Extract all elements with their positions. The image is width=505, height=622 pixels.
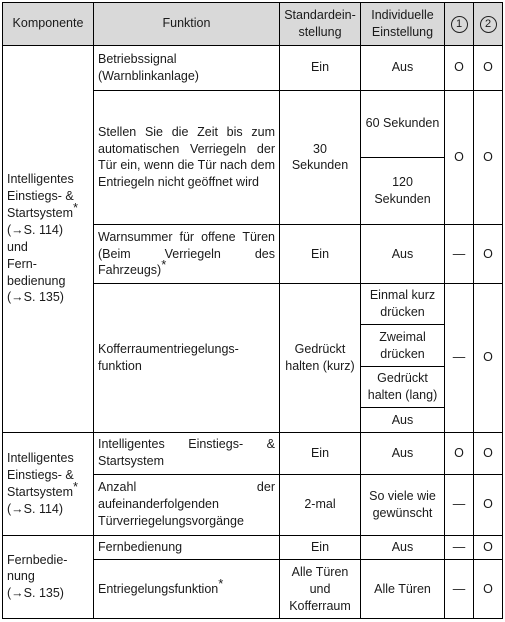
component-name: Fernbedie-nung bbox=[7, 552, 68, 584]
column-1-mark: — bbox=[445, 474, 474, 535]
circled-two-icon: 2 bbox=[480, 16, 497, 33]
component-reference: (→S. 114) bbox=[7, 501, 64, 516]
component-connector: und bbox=[7, 239, 28, 254]
component-reference: (→S. 114) bbox=[7, 222, 64, 237]
default-cell: 2-mal bbox=[280, 474, 361, 535]
option-cell: Alle Türen bbox=[361, 560, 445, 619]
function-cell bbox=[94, 225, 280, 284]
component-group-1 bbox=[3, 45, 94, 432]
table-row bbox=[3, 432, 503, 474]
column-2-mark: O bbox=[474, 225, 503, 284]
column-1-mark: — bbox=[445, 225, 474, 284]
function-cell bbox=[94, 560, 280, 619]
function-cell: Kofferraumentriegelungs-funktion bbox=[94, 283, 280, 432]
table-row bbox=[3, 45, 503, 90]
column-2-mark: O bbox=[474, 474, 503, 535]
footnote-star: * bbox=[218, 575, 224, 591]
function-text: Warnsummer für offene Türen (Beim Verriegeln des Fahrzeugs) bbox=[98, 229, 275, 278]
default-cell: Ein bbox=[280, 432, 361, 474]
footnote-star: * bbox=[73, 478, 79, 494]
settings-table bbox=[2, 2, 503, 619]
component-reference: (→S. 135) bbox=[7, 586, 64, 601]
column-1-mark: — bbox=[445, 560, 474, 619]
component-reference-2: (→S. 135) bbox=[7, 290, 64, 305]
default-cell: Ein bbox=[280, 225, 361, 284]
column-2-mark: O bbox=[474, 432, 503, 474]
option-cell: Aus bbox=[361, 535, 445, 559]
table-row bbox=[3, 535, 503, 559]
column-1-mark: O bbox=[445, 90, 474, 225]
column-1-mark: O bbox=[445, 45, 474, 90]
function-cell: Anzahl der aufeinanderfolgenden Türverriegelungsvorgänge bbox=[94, 474, 280, 535]
footnote-star: * bbox=[73, 199, 79, 215]
header-funktion: Funktion bbox=[94, 3, 280, 46]
header-col1 bbox=[445, 3, 474, 46]
function-cell: Fernbedienung bbox=[94, 535, 280, 559]
default-cell: Gedrückt halten (kurz) bbox=[280, 283, 361, 432]
component-group-3 bbox=[3, 535, 94, 618]
option-cell: Aus bbox=[361, 45, 445, 90]
header-standard: Standardein-stellung bbox=[280, 3, 361, 46]
column-2-mark: O bbox=[474, 90, 503, 225]
option-cell: Gedrückt halten (lang) bbox=[361, 366, 445, 408]
default-cell: Ein bbox=[280, 535, 361, 559]
option-cell: Aus bbox=[361, 408, 445, 432]
function-text: Entriegelungsfunktion bbox=[98, 581, 219, 596]
option-cell: 120 Sekunden bbox=[361, 157, 445, 224]
header-individuell: Individuelle Einstellung bbox=[361, 3, 445, 46]
option-cell: Einmal kurz drücken bbox=[361, 283, 445, 325]
column-2-mark: O bbox=[474, 560, 503, 619]
function-cell: Betriebssignal (Warnblinkanlage) bbox=[94, 45, 280, 90]
column-1-mark: — bbox=[445, 535, 474, 559]
component-name-2: Fern-bedienung bbox=[7, 256, 66, 288]
header-komponente: Komponente bbox=[3, 3, 94, 46]
column-2-mark: O bbox=[474, 283, 503, 432]
header-row bbox=[3, 3, 503, 46]
function-cell: Stellen Sie die Zeit bis zum automatischen Verriegeln der Tür ein, wenn die Tür nach dem Entriegeln nicht geöffnet wird bbox=[94, 90, 280, 225]
option-cell: Zweimal drücken bbox=[361, 325, 445, 367]
footnote-star: * bbox=[161, 257, 167, 273]
option-cell: Aus bbox=[361, 225, 445, 284]
component-name: Intelligentes Einstiegs- & Startsystem bbox=[7, 172, 74, 221]
column-1-mark: — bbox=[445, 283, 474, 432]
column-2-mark: O bbox=[474, 45, 503, 90]
option-cell: Aus bbox=[361, 432, 445, 474]
default-cell: 30 Sekunden bbox=[280, 90, 361, 225]
option-cell: 60 Sekunden bbox=[361, 90, 445, 157]
default-cell: Alle Türen und Kofferraum bbox=[280, 560, 361, 619]
column-2-mark: O bbox=[474, 535, 503, 559]
column-1-mark: O bbox=[445, 432, 474, 474]
circled-one-icon: 1 bbox=[451, 16, 468, 33]
function-cell: Intelligentes Einstiegs- & Startsystem bbox=[94, 432, 280, 474]
header-col2 bbox=[474, 3, 503, 46]
component-group-2 bbox=[3, 432, 94, 535]
component-name: Intelligentes Einstiegs- & Startsystem bbox=[7, 451, 74, 499]
option-cell: So viele wie gewünscht bbox=[361, 474, 445, 535]
default-cell: Ein bbox=[280, 45, 361, 90]
